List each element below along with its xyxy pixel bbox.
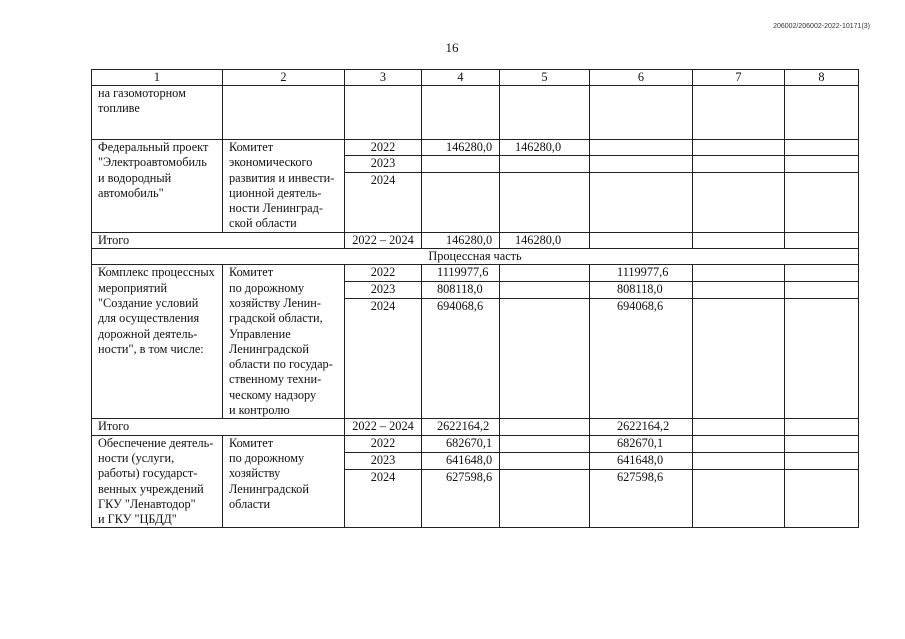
cell-line: развития и инвести- (229, 170, 335, 185)
value-cell: 808118,0 (590, 282, 693, 299)
cell-line: и ГКУ "ЦБДД" (98, 512, 177, 527)
table-row (92, 435, 859, 452)
table-cell (785, 282, 859, 299)
table-cell (785, 86, 859, 140)
year-cell: 2023 (345, 156, 422, 172)
cell-line: Ленинградской (229, 481, 309, 496)
cell-line: экономического (229, 155, 313, 170)
table-cell (693, 282, 785, 299)
table-cell (693, 156, 785, 172)
value-cell: 682670,1 (422, 435, 500, 452)
table-cell (693, 435, 785, 452)
table-cell (785, 265, 859, 282)
table-row (92, 265, 859, 282)
table-cell (785, 156, 859, 172)
table-header-row (92, 70, 859, 86)
cell-line: области (229, 496, 271, 511)
value-cell: 641648,0 (422, 452, 500, 469)
total-label: Итого (92, 419, 345, 435)
cell-line: Ленинградской (229, 341, 309, 356)
table-cell (693, 452, 785, 469)
table-cell (693, 469, 785, 528)
table-row (92, 86, 859, 140)
column-header: 5 (500, 70, 590, 86)
year-cell: 2024 (345, 298, 422, 419)
cell-line: области по государ- (229, 357, 333, 372)
value-cell: 2622164,2 (590, 419, 693, 435)
cell-line: ГКУ "Ленавтодор" (98, 496, 196, 511)
table-cell (693, 298, 785, 419)
cell-line: и водородный (98, 170, 172, 185)
table-cell (223, 86, 345, 140)
total-row (92, 419, 859, 435)
page-number: 16 (445, 40, 459, 55)
table-cell (785, 140, 859, 156)
value-cell (500, 435, 590, 452)
value-cell: 146280,0 (500, 140, 590, 156)
cell-line: на газомоторном (98, 86, 186, 100)
value-cell (500, 298, 590, 419)
activity-name-cell (92, 435, 223, 528)
column-header: 2 (223, 70, 345, 86)
cell-line: градской области, (229, 311, 323, 326)
value-cell (590, 156, 693, 172)
cell-line: ственному техни- (229, 372, 322, 387)
cell-line: Управление (229, 326, 291, 341)
value-cell (422, 156, 500, 172)
table-cell (785, 435, 859, 452)
table-cell (590, 86, 693, 140)
cell-line: ческому надзору (229, 387, 317, 402)
cell-line: ности (услуги, (98, 450, 175, 465)
table-cell (693, 265, 785, 282)
value-cell (500, 452, 590, 469)
total-label: Итого (92, 232, 345, 248)
year-cell: 2022 – 2024 (345, 419, 422, 435)
value-cell: 694068,6 (422, 298, 500, 419)
cell-line: "Электроавтомобиль (98, 155, 207, 170)
cell-line: Обеспечение деятель- (98, 435, 214, 450)
cell-line: автомобиль" (98, 185, 164, 200)
cell-line: ской области (229, 216, 297, 231)
cell-line: дорожной деятель- (98, 326, 198, 341)
executor-cell (223, 140, 345, 233)
activity-name-cell (92, 265, 223, 419)
cell-line: и контролю (229, 403, 290, 418)
year-cell: 2024 (345, 469, 422, 528)
value-cell: 146280,0 (500, 232, 590, 248)
cell-line: ности", в том числе: (98, 341, 204, 356)
cell-line: Комплекс процессных (98, 265, 215, 280)
cell-line: венных учреждений (98, 481, 204, 496)
executor-cell (223, 435, 345, 528)
total-row (92, 232, 859, 248)
value-cell (500, 469, 590, 528)
table-cell (785, 469, 859, 528)
value-cell: 146280,0 (422, 232, 500, 248)
year-cell: 2022 – 2024 (345, 232, 422, 248)
value-cell (500, 419, 590, 435)
value-cell (500, 156, 590, 172)
value-cell: 627598,6 (590, 469, 693, 528)
cell-line: Федеральный проект (98, 140, 209, 154)
table-cell (785, 232, 859, 248)
year-cell: 2023 (345, 452, 422, 469)
value-cell: 808118,0 (422, 282, 500, 299)
year-cell: 2022 (345, 435, 422, 452)
value-cell (590, 232, 693, 248)
activity-name-cell (92, 86, 223, 140)
table-cell (785, 419, 859, 435)
value-cell: 641648,0 (590, 452, 693, 469)
column-header: 8 (785, 70, 859, 86)
column-header: 3 (345, 70, 422, 86)
value-cell: 682670,1 (590, 435, 693, 452)
cell-line: работы) государст- (98, 466, 198, 481)
table-cell (422, 86, 500, 140)
table-cell (693, 419, 785, 435)
year-cell: 2023 (345, 282, 422, 299)
value-cell: 146280,0 (422, 140, 500, 156)
table-cell (693, 140, 785, 156)
column-header: 7 (693, 70, 785, 86)
table-cell (693, 86, 785, 140)
value-cell: 1119977,6 (590, 265, 693, 282)
budget-table (91, 69, 859, 528)
table-cell (693, 172, 785, 232)
cell-line: ности Ленинград- (229, 201, 323, 216)
document-id: 206002/206002-2022-10171(3) (773, 23, 870, 30)
cell-line: топливе (98, 101, 140, 116)
year-cell: 2022 (345, 140, 422, 156)
activity-name-cell (92, 140, 223, 233)
cell-line: хозяйству (229, 466, 281, 481)
table-cell (500, 86, 590, 140)
cell-line: по дорожному (229, 450, 305, 465)
value-cell (590, 140, 693, 156)
value-cell: 627598,6 (422, 469, 500, 528)
value-cell (500, 265, 590, 282)
cell-line: по дорожному (229, 280, 305, 295)
cell-line: Комитет (229, 435, 274, 450)
value-cell (500, 282, 590, 299)
cell-line: Комитет (229, 265, 274, 280)
value-cell (500, 172, 590, 232)
table-cell (785, 172, 859, 232)
section-row (92, 249, 859, 265)
cell-line: Комитет (229, 140, 274, 154)
cell-line: "Создание условий (98, 295, 199, 310)
cell-line: мероприятий (98, 280, 168, 295)
value-cell: 1119977,6 (422, 265, 500, 282)
cell-line: хозяйству Ленин- (229, 295, 321, 310)
column-header: 4 (422, 70, 500, 86)
column-header: 1 (92, 70, 223, 86)
executor-cell (223, 265, 345, 419)
year-cell: 2024 (345, 172, 422, 232)
value-cell: 2622164,2 (422, 419, 500, 435)
cell-line: для осуществления (98, 311, 200, 326)
table-cell (785, 298, 859, 419)
table-row (92, 140, 859, 156)
value-cell (422, 172, 500, 232)
table-cell (785, 452, 859, 469)
year-cell: 2022 (345, 265, 422, 282)
value-cell (590, 172, 693, 232)
column-header: 6 (590, 70, 693, 86)
section-title: Процессная часть (92, 249, 859, 265)
value-cell: 694068,6 (590, 298, 693, 419)
table-cell (345, 86, 422, 140)
cell-line: ционной деятель- (229, 185, 322, 200)
table-cell (693, 232, 785, 248)
